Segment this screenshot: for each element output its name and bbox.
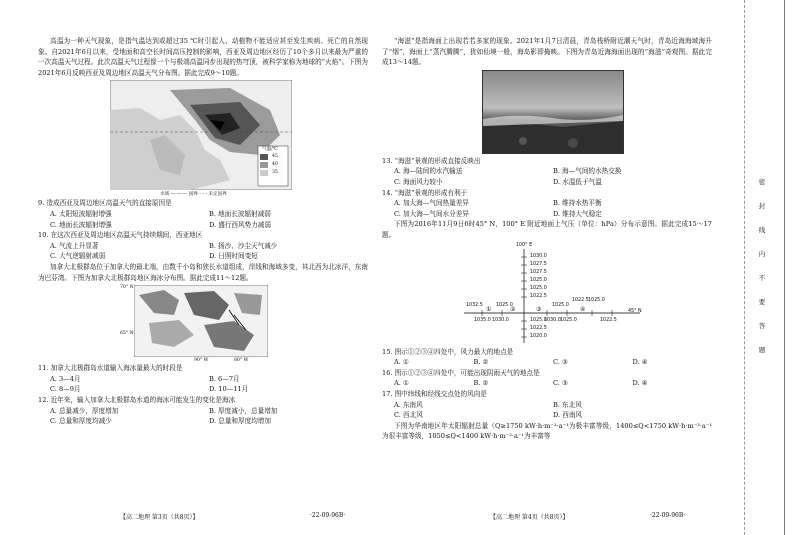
temp-level-35: 35 — [272, 170, 278, 176]
q14-option-b[interactable]: B. 维持水热平衡 — [553, 199, 602, 208]
h-mid-2: 1025.0 — [552, 302, 569, 308]
point-3: ③ — [536, 305, 542, 313]
q11-option-c[interactable]: C. 8—9月 — [50, 385, 81, 394]
q15-stem: 15. 图示①②③④四处中，风力最大的地点是 — [382, 347, 514, 356]
q15-options — [394, 357, 712, 368]
lat-65-label: 65° N — [120, 331, 134, 337]
q13-stem: 13. “海滋”景观的形成直接反映出 — [382, 156, 481, 165]
q17-option-a[interactable]: A. 东南风 — [394, 400, 423, 409]
v-bottom-3: 1020.0 — [530, 333, 547, 339]
binding-margin — [724, 0, 794, 535]
q11-options — [50, 374, 368, 395]
left-column — [38, 36, 368, 427]
q12-option-a[interactable]: A. 总量减少，厚度增加 — [50, 406, 119, 415]
arctic-map — [134, 285, 268, 357]
q14-stem: 14. “海滋”景观的形成有利于 — [382, 188, 468, 197]
intro-arctic: 加拿大北极群岛位于加拿大的最北端，由数千小岛和狭长水道组成，岸线和海域多变，其北西为北冰洋，东南为巴芬湾。下图为加拿大北极群岛地区海冰分布图。据此完成11～12题。 — [38, 262, 368, 282]
point-1: ① — [486, 305, 492, 313]
v-bottom-1: 1025.0 — [530, 317, 547, 323]
point-4: ④ — [580, 305, 586, 313]
q17-stem: 17. 图中纬线和经线交点处的风向是 — [382, 389, 487, 398]
intro-haizi: “海滋”是指海面上出现若若多家的现象。2021年1月7日清晨，青岛栈桥附近潮天气时，青岛近海海域海升了“烟”，海面上“蒸汽腾腾”，犹如仙境一般，海岛影即掩映。下图为青岛近海海面出现的“海滋”奇观图。据此完成13～14题。 — [382, 37, 712, 67]
h-mid-3: 1022.5 — [572, 297, 589, 303]
intro-solar: 下图为华南地区年太阳辐射总量（Q≥1750 kW·h·m⁻²·a⁻¹为极丰富等级，1400≤Q<1750 kW·h·m⁻²·a⁻¹为很丰富等级，1050≤Q<1400 kW·h·m⁻²·a⁻¹为丰富等 — [382, 421, 712, 441]
q9-option-b[interactable]: B. 地面长波辐射减弱 — [209, 209, 271, 218]
q9-option-a[interactable]: A. 太阳短波辐射增强 — [50, 209, 112, 218]
q17-options — [394, 400, 712, 421]
q12-options — [50, 406, 368, 427]
v-label-4: 1025.0 — [530, 277, 547, 283]
pressure-diagram — [452, 243, 652, 345]
q9-option-d[interactable]: D. 盛行西风势力减弱 — [209, 220, 271, 229]
intro-heat: 高温为一种天气现象，是指气温达到或超过35 ℃时引起人、动植物不能适应甚至发生疾病、死亡的自然现象。自2021年6月以来，受地面和高空长时间高压控制的影响，西亚及周边地区经历了10个多月以来最为严重的一次高温天气过程。此次高温天气过程像一个与极端高温同步出现的热穹顶，被科学家称为地球的“火焰”。下图为2021年6月反映西亚及周边地区高温天气分布图。据此完成9～10题。 — [38, 37, 368, 77]
right-footer-label: 【高二地理 第4页（共8页）】 — [490, 514, 569, 521]
h-mid-1: 1025.0 — [496, 302, 513, 308]
q12-option-c[interactable]: C. 总量和厚度均减少 — [50, 417, 112, 426]
q16-option-b[interactable]: B. ② — [473, 379, 489, 388]
q13-option-b[interactable]: B. 海—气间的水热交换 — [553, 167, 622, 176]
q16-option-a[interactable]: A. ① — [394, 379, 409, 388]
q10-stem: 10. 在这次西亚及周边地区高温天气持续期间，西亚地区 — [38, 231, 203, 240]
q15-option-b[interactable]: B. ② — [473, 358, 489, 367]
q10-options — [50, 241, 368, 262]
lat-45n-label: 45° N — [628, 308, 642, 314]
q11-option-d[interactable]: D. 10—11月 — [209, 385, 249, 394]
v-label-6: 1022.5 — [530, 293, 547, 299]
pressure-axes — [452, 243, 652, 345]
h-right-1: 1025.0 — [588, 297, 605, 303]
left-footer-label: 【高二地理 第3页（共8页）】 — [120, 514, 199, 521]
right-column — [382, 36, 712, 442]
h-left-2: 1030.0 — [492, 317, 509, 323]
q10-option-b[interactable]: B. 扬沙、沙尘天气减少 — [209, 241, 278, 250]
q16-option-c[interactable]: C. ③ — [553, 379, 568, 388]
q9-option-c[interactable]: C. 地面长波辐射增强 — [50, 220, 112, 229]
q14-options — [394, 198, 712, 219]
haizi-photo — [482, 70, 624, 154]
heat-map — [110, 80, 292, 190]
q13-options — [394, 166, 712, 187]
v-label-1: 1030.0 — [530, 253, 547, 259]
arctic-map-figure — [120, 285, 268, 364]
q12-option-b[interactable]: B. 厚度减小，总量增加 — [209, 406, 278, 415]
point-2: ② — [510, 305, 516, 313]
q9-options — [50, 209, 368, 230]
seal-line — [744, 0, 745, 535]
q10-option-d[interactable]: D. 日照时间变短 — [209, 252, 258, 261]
q15-option-c[interactable]: C. ③ — [553, 358, 568, 367]
lat-70-label: 70° N — [120, 285, 134, 291]
q17-option-b[interactable]: B. 东北风 — [553, 400, 582, 409]
q10-option-a[interactable]: A. 气流上升显著 — [50, 241, 99, 250]
q16-stem: 16. 图示①②③④四处中，可能出现阴雨天气的地点是 — [382, 368, 540, 377]
page-edge — [784, 0, 785, 535]
h-mid-lower-1: 1035.0 — [474, 317, 491, 323]
v-bottom-2: 1022.5 — [530, 325, 547, 331]
q13-option-a[interactable]: A. 海—陆间的水汽输送 — [394, 167, 463, 176]
q11-option-b[interactable]: B. 6—7月 — [209, 374, 240, 383]
map-legend-line: 水域 —·—·— 国界 - - - 未定国界 — [160, 192, 227, 198]
q10-option-c[interactable]: C. 大气逆辐射减弱 — [50, 252, 106, 261]
intro-pressure: 下图为2016年11月9日6时45° N，100° E 附近地面上气压（单位：hPa）分布示意图。据此完成15～17题。 — [382, 220, 712, 239]
q13-option-d[interactable]: D. 水温低于气温 — [553, 177, 602, 186]
h-mid-lower-3: 1025.0 — [560, 317, 577, 323]
h-right-2: 1022.5 — [600, 317, 617, 323]
q17-option-c[interactable]: C. 西北风 — [394, 411, 423, 420]
seal-notice: 密封线内不要答题 — [758, 178, 766, 354]
q14-option-c[interactable]: C. 加大海—气间水分差异 — [394, 209, 469, 218]
q16-option-d[interactable]: D. ④ — [632, 379, 648, 388]
temp-level-40: 40 — [272, 162, 278, 168]
q16-options — [394, 378, 712, 389]
q15-option-d[interactable]: D. ④ — [632, 358, 648, 367]
q14-option-d[interactable]: D. 维持大气稳定 — [553, 209, 602, 218]
h-mid-lower-2: 1030.0 — [544, 317, 561, 323]
q12-option-d[interactable]: D. 总量和厚度均增加 — [209, 417, 271, 426]
q13-option-c[interactable]: C. 海面风力较小 — [394, 177, 443, 186]
h-left-1: 1032.5 — [466, 302, 483, 308]
q12-stem: 12. 近年来，输入加拿大北极群岛水道的海冰可能发生的变化是海冰 — [38, 395, 236, 404]
temp-legend-title: 气温/℃ — [262, 147, 278, 153]
q17-option-d[interactable]: D. 西南风 — [553, 411, 583, 420]
left-footer-code: ·22-09-96B· — [310, 512, 346, 519]
q11-option-a[interactable]: A. 3—4月 — [50, 374, 81, 383]
q15-option-a[interactable]: A. ① — [394, 358, 409, 367]
lon-90-label: 90° W — [194, 358, 209, 364]
q14-option-a[interactable]: A. 加大海—气间热量差异 — [394, 199, 469, 208]
v-label-2: 1027.5 — [530, 261, 547, 267]
lon-80-label: 80° W — [234, 358, 249, 364]
right-footer-code: ·22-09-96B· — [650, 512, 686, 519]
q9-stem: 9. 造成西亚及周边地区高温天气的直接原因是 — [38, 199, 172, 208]
v-label-5: 1025.0 — [530, 285, 547, 291]
q11-stem: 11. 加拿大北极群岛水道输入海冰量最大的时段是 — [38, 364, 183, 373]
haizi-photo-detail — [483, 71, 623, 153]
lon-100e-label: 100° E — [516, 242, 533, 248]
heat-map-figure — [110, 80, 292, 198]
v-label-3: 1027.5 — [530, 269, 547, 275]
temp-level-45: 45 — [272, 154, 278, 160]
